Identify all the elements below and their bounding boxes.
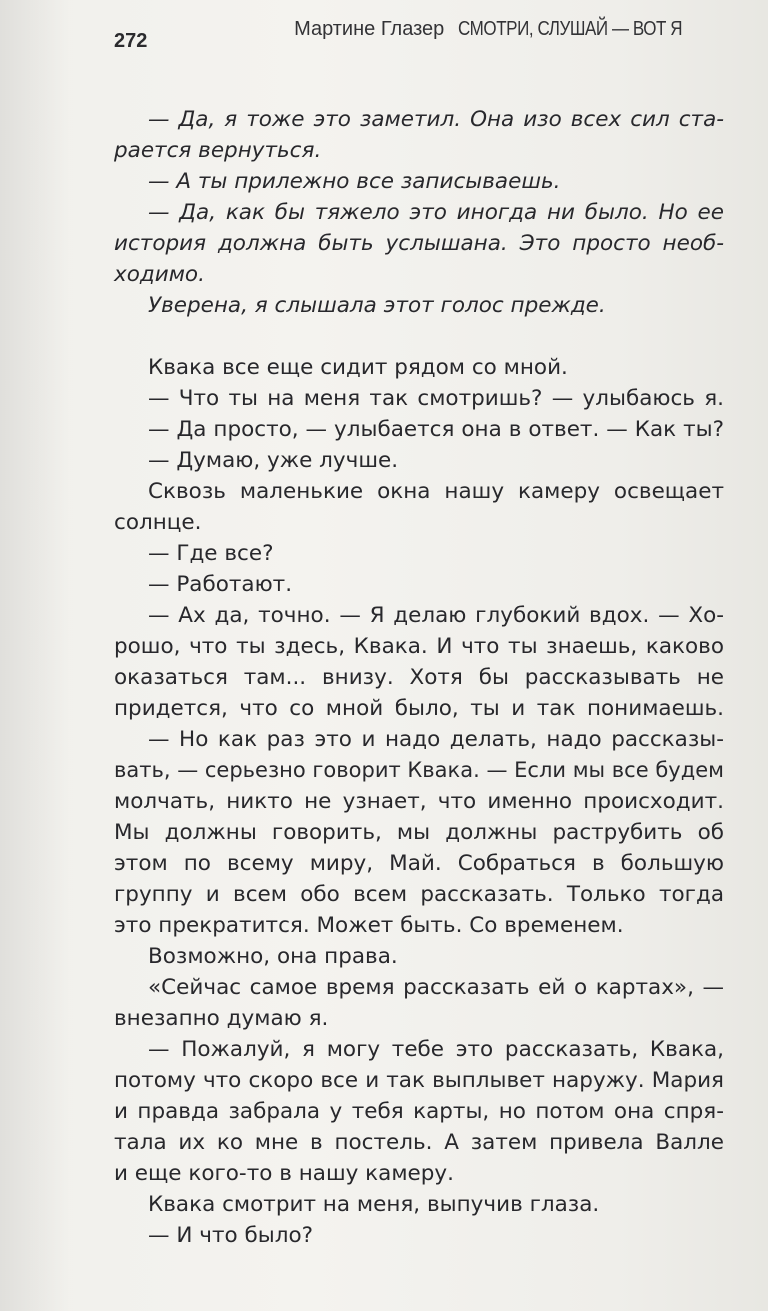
text-line: группу и всем обо всем рассказать. Только тогда <box>114 882 724 907</box>
running-head <box>294 18 722 41</box>
text-line: Уверена, я слышала этот голос прежде. <box>148 293 606 318</box>
text-line: молчать, никто не узнает, что именно происходит. <box>114 789 724 814</box>
text-line: — Пожалуй, я могу тебе это рассказать, Квака, <box>148 1037 724 1062</box>
text-line: — Но как раз это и надо делать, надо рассказы- <box>148 727 724 752</box>
text-line: это прекратится. Может быть. Со временем. <box>114 913 624 938</box>
page-header <box>114 18 734 58</box>
text-line: — Думаю, уже лучше. <box>148 448 399 473</box>
text-line: внезапно думаю я. <box>114 1006 329 1031</box>
text-line: — Ах да, точно. — Я делаю глубокий вдох. — Хо- <box>148 603 724 628</box>
text-line: ходимо. <box>114 262 205 287</box>
text-line: история должна быть услышана. Это просто необ- <box>114 231 724 256</box>
text-line: придется, что со мной было, ты и так понимаешь. <box>114 696 724 721</box>
paragraph-gap <box>114 321 724 352</box>
body-text <box>114 104 724 1251</box>
text-line: — Где все? <box>148 541 274 566</box>
text-line: солнце. <box>114 510 202 535</box>
text-line: — Да, как бы тяжело это иногда ни было. Но ее <box>148 200 724 225</box>
page-number: 272 <box>114 30 148 52</box>
text-line: «Сейчас самое время рассказать ей о картах», — <box>148 975 724 1000</box>
text-line: и правда забрала у тебя карты, но потом она спря- <box>114 1099 724 1124</box>
text-line: оказаться там... внизу. Хотя бы рассказывать не <box>114 665 724 690</box>
author-name: Мартине Глазер <box>294 18 445 40</box>
text-line: — Да, я тоже это заметил. Она изо всех сил ста- <box>148 107 724 132</box>
text-line: Сквозь маленькие окна нашу камеру освещает <box>148 479 724 504</box>
text-line: тала их ко мне в постель. А затем привела Валле <box>114 1130 724 1155</box>
text-line: рошо, что ты здесь, Квака. И что ты знаешь, каково <box>114 634 724 659</box>
text-line: вать, — серьезно говорит Квака. — Если мы все будем <box>114 758 724 782</box>
text-line: — Да просто, — улыбается она в ответ. — Как ты? <box>148 417 724 442</box>
text-line: этом по всему миру, Май. Собраться в большую <box>114 851 724 876</box>
page-gutter-shadow <box>0 0 70 1311</box>
text-line: Квака смотрит на меня, выпучив глаза. <box>148 1192 600 1217</box>
text-line: Квака все еще сидит рядом со мной. <box>148 355 568 380</box>
text-line: и еще кого-то в нашу камеру. <box>114 1161 454 1186</box>
text-line: рается вернуться. <box>114 138 322 163</box>
text-line: Возможно, она права. <box>148 944 398 969</box>
text-line: потому что скоро все и так выплывет наружу. Мария <box>114 1068 724 1093</box>
text-line: Мы должны говорить, мы должны раструбить об <box>114 820 724 845</box>
text-line: — И что было? <box>148 1223 314 1248</box>
text-line: — А ты прилежно все записываешь. <box>148 169 561 194</box>
book-title: СМОТРИ, СЛУШАЙ — ВОТ Я <box>458 18 683 40</box>
text-line: — Что ты на меня так смотришь? — улыбаюсь я. <box>148 386 724 411</box>
text-line: — Работают. <box>148 572 293 597</box>
